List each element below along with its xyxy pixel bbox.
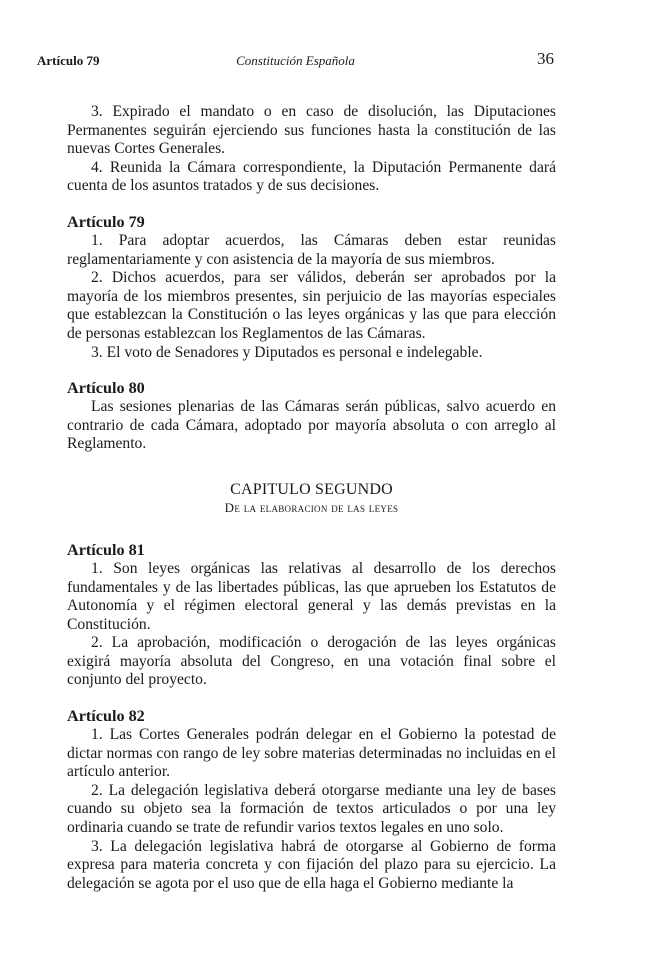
page-number: 36 — [537, 49, 554, 68]
paragraph: 4. Reunida la Cámara correspondiente, la Diputación Permanente dará cuenta de los asuntos tratados y de sus decisiones. — [67, 158, 556, 195]
header-article-ref: Artículo 79 — [37, 53, 100, 68]
paragraph: 2. La aprobación, modificación o derogación de las leyes orgánicas exigirá mayoría absoluta del Congreso, en una votación final sobre el conjunto del proyecto. — [67, 634, 556, 689]
article-heading: Artículo 82 — [67, 707, 145, 726]
running-header — [37, 51, 554, 73]
paragraph: 1. Son leyes orgánicas las relativas al desarrollo de los derechos fundamentales y de las libertades públicas, las que aprueben los Estatutos de Autonomía y el régimen electoral general y las demás previstas en la Constitución. — [67, 559, 556, 633]
paragraph: 2. Dichos acuerdos, para ser válidos, deberán ser aprobados por la mayoría de los miembros presentes, sin perjuicio de las mayorías especiales que establezcan la Constitución o las leyes orgánicas y las que para elección de personas establezcan los Reglamentos de las Cámaras. — [67, 269, 556, 342]
chapter-title: CAPITULO SEGUNDO — [230, 480, 393, 498]
paragraph: Las sesiones plenarias de las Cámaras serán públicas, salvo acuerdo en contrario de cada Cámara, adoptado por mayoría absoluta o con arreglo al Reglamento. — [67, 398, 556, 453]
paragraph: 3. El voto de Senadores y Diputados es personal e indelegable. — [91, 343, 483, 361]
paragraph: 3. La delegación legislativa habrá de otorgarse al Gobierno de forma expresa para materia concreta y con fijación del plazo para su ejercicio. La delegación se agota por el uso que de ella haga el Gobierno mediante la — [67, 837, 556, 892]
article-heading: Artículo 80 — [67, 379, 145, 398]
page-body — [67, 103, 556, 893]
paragraph: 1. Para adoptar acuerdos, las Cámaras deben estar reunidas reglamentariamente y con asistencia de la mayoría de sus miembros. — [67, 231, 556, 268]
paragraph: 1. Las Cortes Generales podrán delegar en el Gobierno la potestad de dictar normas con rango de ley sobre materias determinadas no incluidas en el artículo anterior. — [67, 726, 556, 781]
paragraph: 3. Expirado el mandato o en caso de disolución, las Diputaciones Permanentes seguirán ejerciendo sus funciones hasta la constitución de las nuevas Cortes Generales. — [67, 103, 556, 158]
article-heading: Artículo 79 — [67, 212, 145, 231]
chapter-subtitle: De la elaboracion de las leyes — [224, 499, 399, 515]
article-heading: Artículo 81 — [67, 540, 145, 559]
header-book-title: Constitución Española — [236, 53, 355, 68]
paragraph: 2. La delegación legislativa deberá otorgarse mediante una ley de bases cuando su objeto sea la formación de textos articulados o por una ley ordinaria cuando se trate de refundir varios textos legales en uno solo. — [67, 781, 556, 837]
